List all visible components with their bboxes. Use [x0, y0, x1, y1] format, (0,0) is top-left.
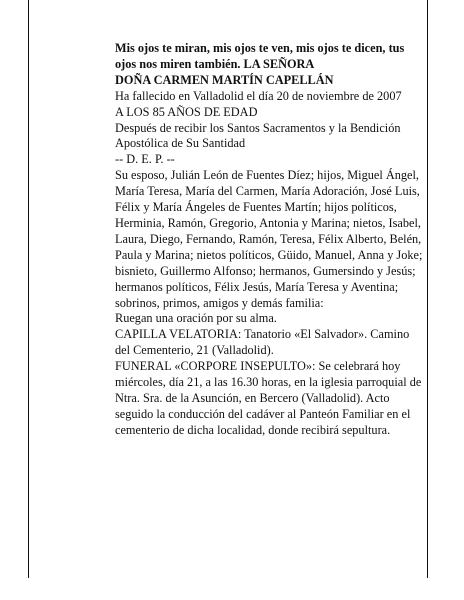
family-paragraph: Su esposo, Julián León de Fuentes Díez; hijos, Miguel Ángel, María Teresa, María del Carmen, María Adoración, José Luis, Félix y María Ángeles de Fuentes Martín; hijos políticos, Herminia, Ramón, Gregorio, Antonia y Marina; nietos, Isabel, Laura, Diego, Fernando, Ramón, Teresa, Félix Alberto, Belén, Paula y Marina; nietos políticos, Güido, Manuel, Anna y Joke; bisnieto, Guillermo Alfonso; hermanos, Gumersindo y Jesús; hermanos políticos, Félix Jesús, María Teresa y Aventina; sobrinos, primos, amigos y demás familia: — [115, 168, 423, 310]
prayer-line: Ruegan una oración por su alma. — [115, 311, 277, 326]
age-line: A LOS 85 AÑOS DE EDAD — [115, 104, 258, 119]
deceased-name: DOÑA CARMEN MARTÍN CAPELLÁN — [115, 72, 334, 87]
dep-line: -- D. E. P. -- — [115, 152, 175, 167]
death-statement: Ha fallecido en Valladolid el día 20 de noviembre de 2007 — [115, 88, 402, 103]
chapel-info: CAPILLA VELATORIA: Tanatorio «El Salvador». Camino del Cementerio, 21 (Valladolid). — [115, 327, 410, 358]
sacraments-line: Después de recibir los Santos Sacramentos y la Bendición Apostólica de Su Santidad — [115, 120, 401, 151]
obituary-notice — [115, 41, 423, 439]
notice-intro: Mis ojos te miran, mis ojos te ven, mis ojos te dicen, tus ojos nos miren también. LA SEÑORA — [115, 41, 405, 71]
funeral-info: FUNERAL «CORPORE INSEPULTO»: Se celebrará hoy miércoles, día 21, a las 16.30 horas, en la iglesia parroquial de Ntra. Sra. de la Asunción, en Bercero (Valladolid). Acto seguido la conducción del cadáver al Panteón Familiar en el cementerio de dicha localidad, donde recibirá sepultura. — [115, 359, 422, 437]
